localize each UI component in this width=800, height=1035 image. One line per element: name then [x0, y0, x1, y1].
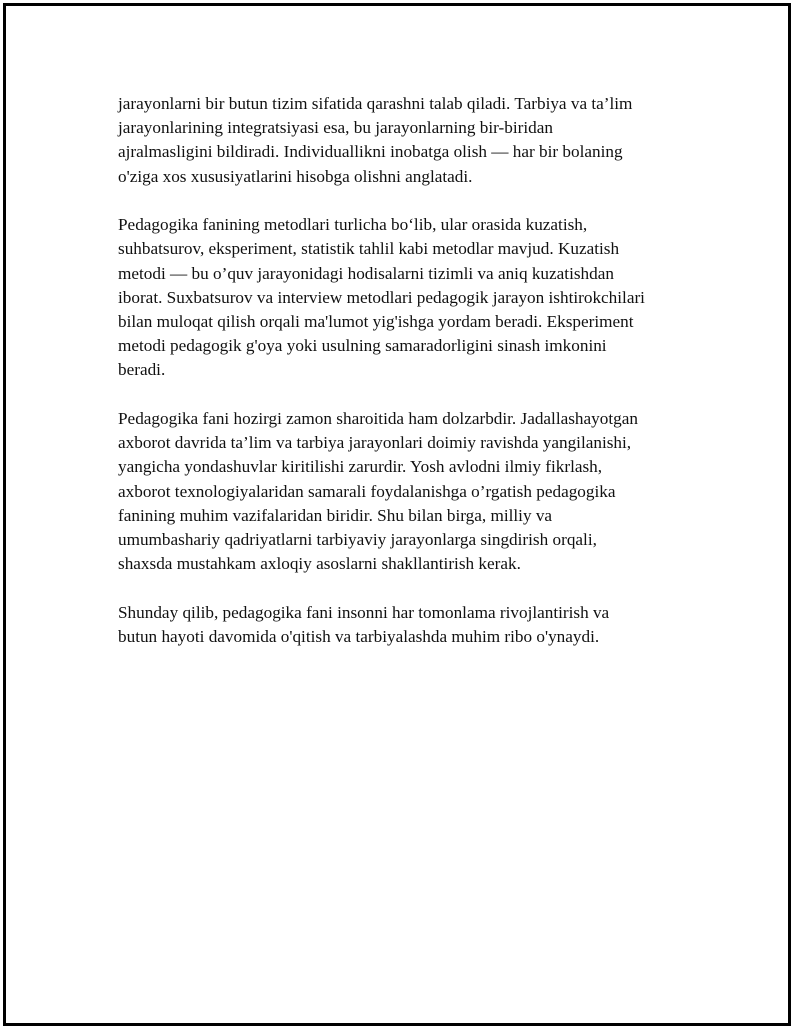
text-line: fanining muhim vazifalaridan biridir. Shu bilan birga, milliy va [118, 505, 553, 525]
text-line: umumbashariy qadriyatlarni tarbiyaviy jarayonlarga singdirish orqali, [118, 530, 597, 550]
paragraph [118, 213, 688, 382]
text-line: axborot davrida ta’lim va tarbiya jarayonlari doimiy ravishda yangilanishi, [118, 433, 632, 453]
text-line: jarayonlarni bir butun tizim sifatida qarashni talab qiladi. Tarbiya va ta’lim [118, 94, 633, 113]
text-line: yangicha yondashuvlar kiritilishi zarurdir. Yosh avlodni ilmiy fikrlash, [118, 457, 603, 477]
document-body [118, 92, 688, 674]
text-line: beradi. [118, 360, 166, 380]
text-line: ajralmasligini bildiradi. Individuallikni inobatga olish — har bir bolaning [118, 142, 623, 162]
text-line: Shunday qilib, pedagogika fani insonni har tomonlama rivojlantirish va [118, 602, 610, 622]
text-line: butun hayoti davomida o'qitish va tarbiyalashda muhim ribo o'ynaydi. [118, 627, 600, 647]
text-line: suhbatsurov, eksperiment, statistik tahlil kabi metodlar mavjud. Kuzatish [118, 239, 620, 259]
text-line: bilan muloqat qilish orqali ma'lumot yig'ishga yordam beradi. Eksperiment [118, 312, 634, 332]
paragraph [118, 92, 688, 189]
text-line: Pedagogika fanining metodlari turlicha bo‘lib, ular orasida kuzatish, [118, 215, 588, 235]
text-line: shaxsda mustahkam axloqiy asoslarni shakllantirish kerak. [118, 554, 521, 574]
text-line: Pedagogika fani hozirgi zamon sharoitida ham dolzarbdir. Jadallashayotgan [118, 409, 638, 429]
paragraph [118, 407, 688, 576]
text-line: metodi — bu o’quv jarayonidagi hodisalarni tizimli va aniq kuzatishdan [118, 263, 614, 283]
paragraph [118, 601, 688, 649]
text-line: jarayonlarining integratsiyasi esa, bu jarayonlarning bir-biridan [118, 118, 553, 138]
text-line: o'ziga xos xususiyatlarini hisobga olishni anglatadi. [118, 166, 473, 186]
text-line: metodi pedagogik g'oya yoki usulning samaradorligini sinash imkonini [118, 336, 607, 356]
text-line: axborot texnologiyalaridan samarali foydalanishga o’rgatish pedagogika [118, 481, 616, 501]
text-line: iborat. Suxbatsurov va interview metodlari pedagogik jarayon ishtirokchilari [118, 287, 645, 307]
